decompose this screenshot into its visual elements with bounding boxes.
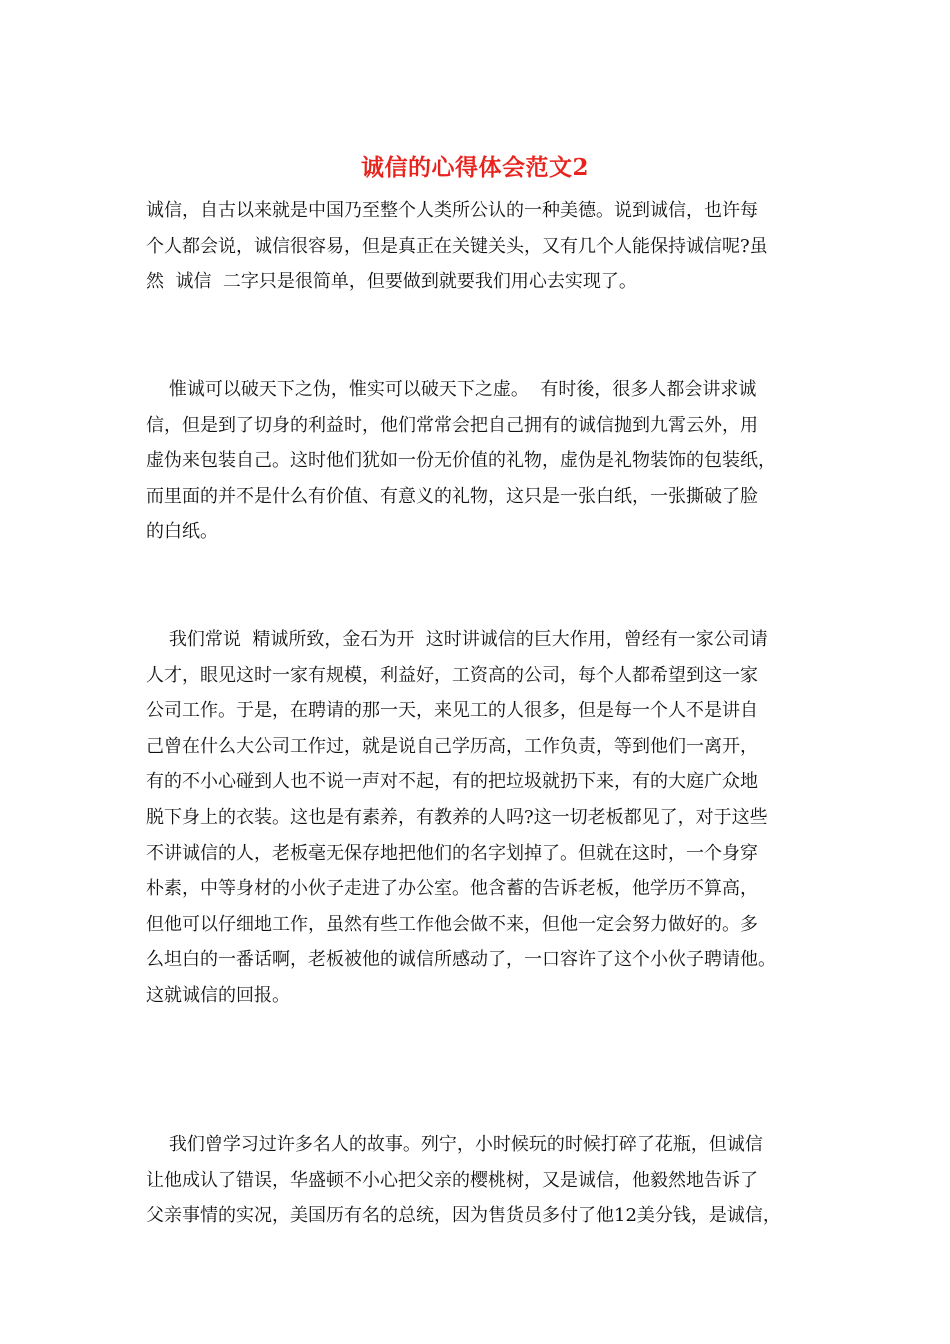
- paragraph-line: 这就诚信的回报。: [146, 984, 290, 1006]
- paragraph-line: 朴素，中等身材的小伙子走进了办公室。他含蓄的告诉老板，他学历不算高，: [146, 878, 758, 900]
- paragraph-line: 己曾在什么大公司工作过，就是说自己学历高，工作负责，等到他们一离开，: [146, 735, 758, 757]
- paragraph-line: 虚伪来包装自己。这时他们犹如一份无价值的礼物，虚伪是礼物装饰的包装纸，: [146, 450, 776, 472]
- paragraph-1: [146, 193, 816, 300]
- paragraph-line: 人才，眼见这时一家有规模，利益好，工资高的公司，每个人都希望到这一家: [146, 664, 758, 686]
- paragraph-3: [146, 622, 816, 1014]
- paragraph-line: 惟诚可以破天下之伪，惟实可以破天下之虚。 有时後，很多人都会讲求诚: [146, 379, 757, 400]
- paragraph-2: [146, 372, 816, 550]
- paragraph-line: 然 诚信 二字只是很简单，但要做到就要我们用心去实现了。: [146, 271, 637, 293]
- paragraph-line: 不讲诚信的人，老板毫无保存地把他们的名字划掉了。但就在这时，一个身穿: [146, 842, 758, 864]
- paragraph-line: 脱下身上的衣装。这也是有素养，有教养的人吗?这一切老板都见了，对于这些: [146, 806, 768, 828]
- paragraph-line: 我们常说 精诚所致，金石为开 这时讲诚信的巨大作用，曾经有一家公司请: [146, 629, 768, 650]
- paragraph-line: 信，但是到了切身的利益时，他们常常会把自己拥有的诚信抛到九霄云外，用: [146, 414, 758, 436]
- paragraph-line: 而里面的并不是什么有价值、有意义的礼物，这只是一张白纸，一张撕破了脸: [146, 485, 758, 507]
- paragraph-line: 但他可以仔细地工作，虽然有些工作他会做不来，但他一定会努力做好的。多: [146, 913, 758, 935]
- paragraph-line: 个人都会说，诚信很容易，但是真正在关键关头，又有几个人能保持诚信呢?虽: [146, 235, 768, 257]
- paragraph-line: 我们曾学习过许多名人的故事。列宁，小时候玩的时候打碎了花瓶，但诚信: [146, 1134, 763, 1155]
- paragraph-line: 公司工作。于是，在聘请的那一天，来见工的人很多，但是每一个人不是讲自: [146, 700, 758, 722]
- paragraph-line: 让他成认了错误，华盛顿不小心把父亲的樱桃树，又是诚信，他毅然地告诉了: [146, 1169, 758, 1191]
- document-title: 诚信的心得体会范文2: [360, 154, 589, 181]
- paragraph-line: 的白纸。: [146, 521, 218, 543]
- paragraph-line: 有的不小心碰到人也不说一声对不起，有的把垃圾就扔下来，有的大庭广众地: [146, 771, 758, 793]
- paragraph-line: 么坦白的一番话啊，老板被他的诚信所感动了，一口容许了这个小伙子聘请他。: [146, 949, 776, 971]
- paragraph-line: 诚信，自古以来就是中国乃至整个人类所公认的一种美德。说到诚信，也许每: [146, 200, 758, 221]
- paragraph-line: 父亲事情的实况，美国历有名的总统，因为售货员多付了他12美分钱，是诚信，: [146, 1205, 781, 1227]
- paragraph-4: [146, 1127, 816, 1234]
